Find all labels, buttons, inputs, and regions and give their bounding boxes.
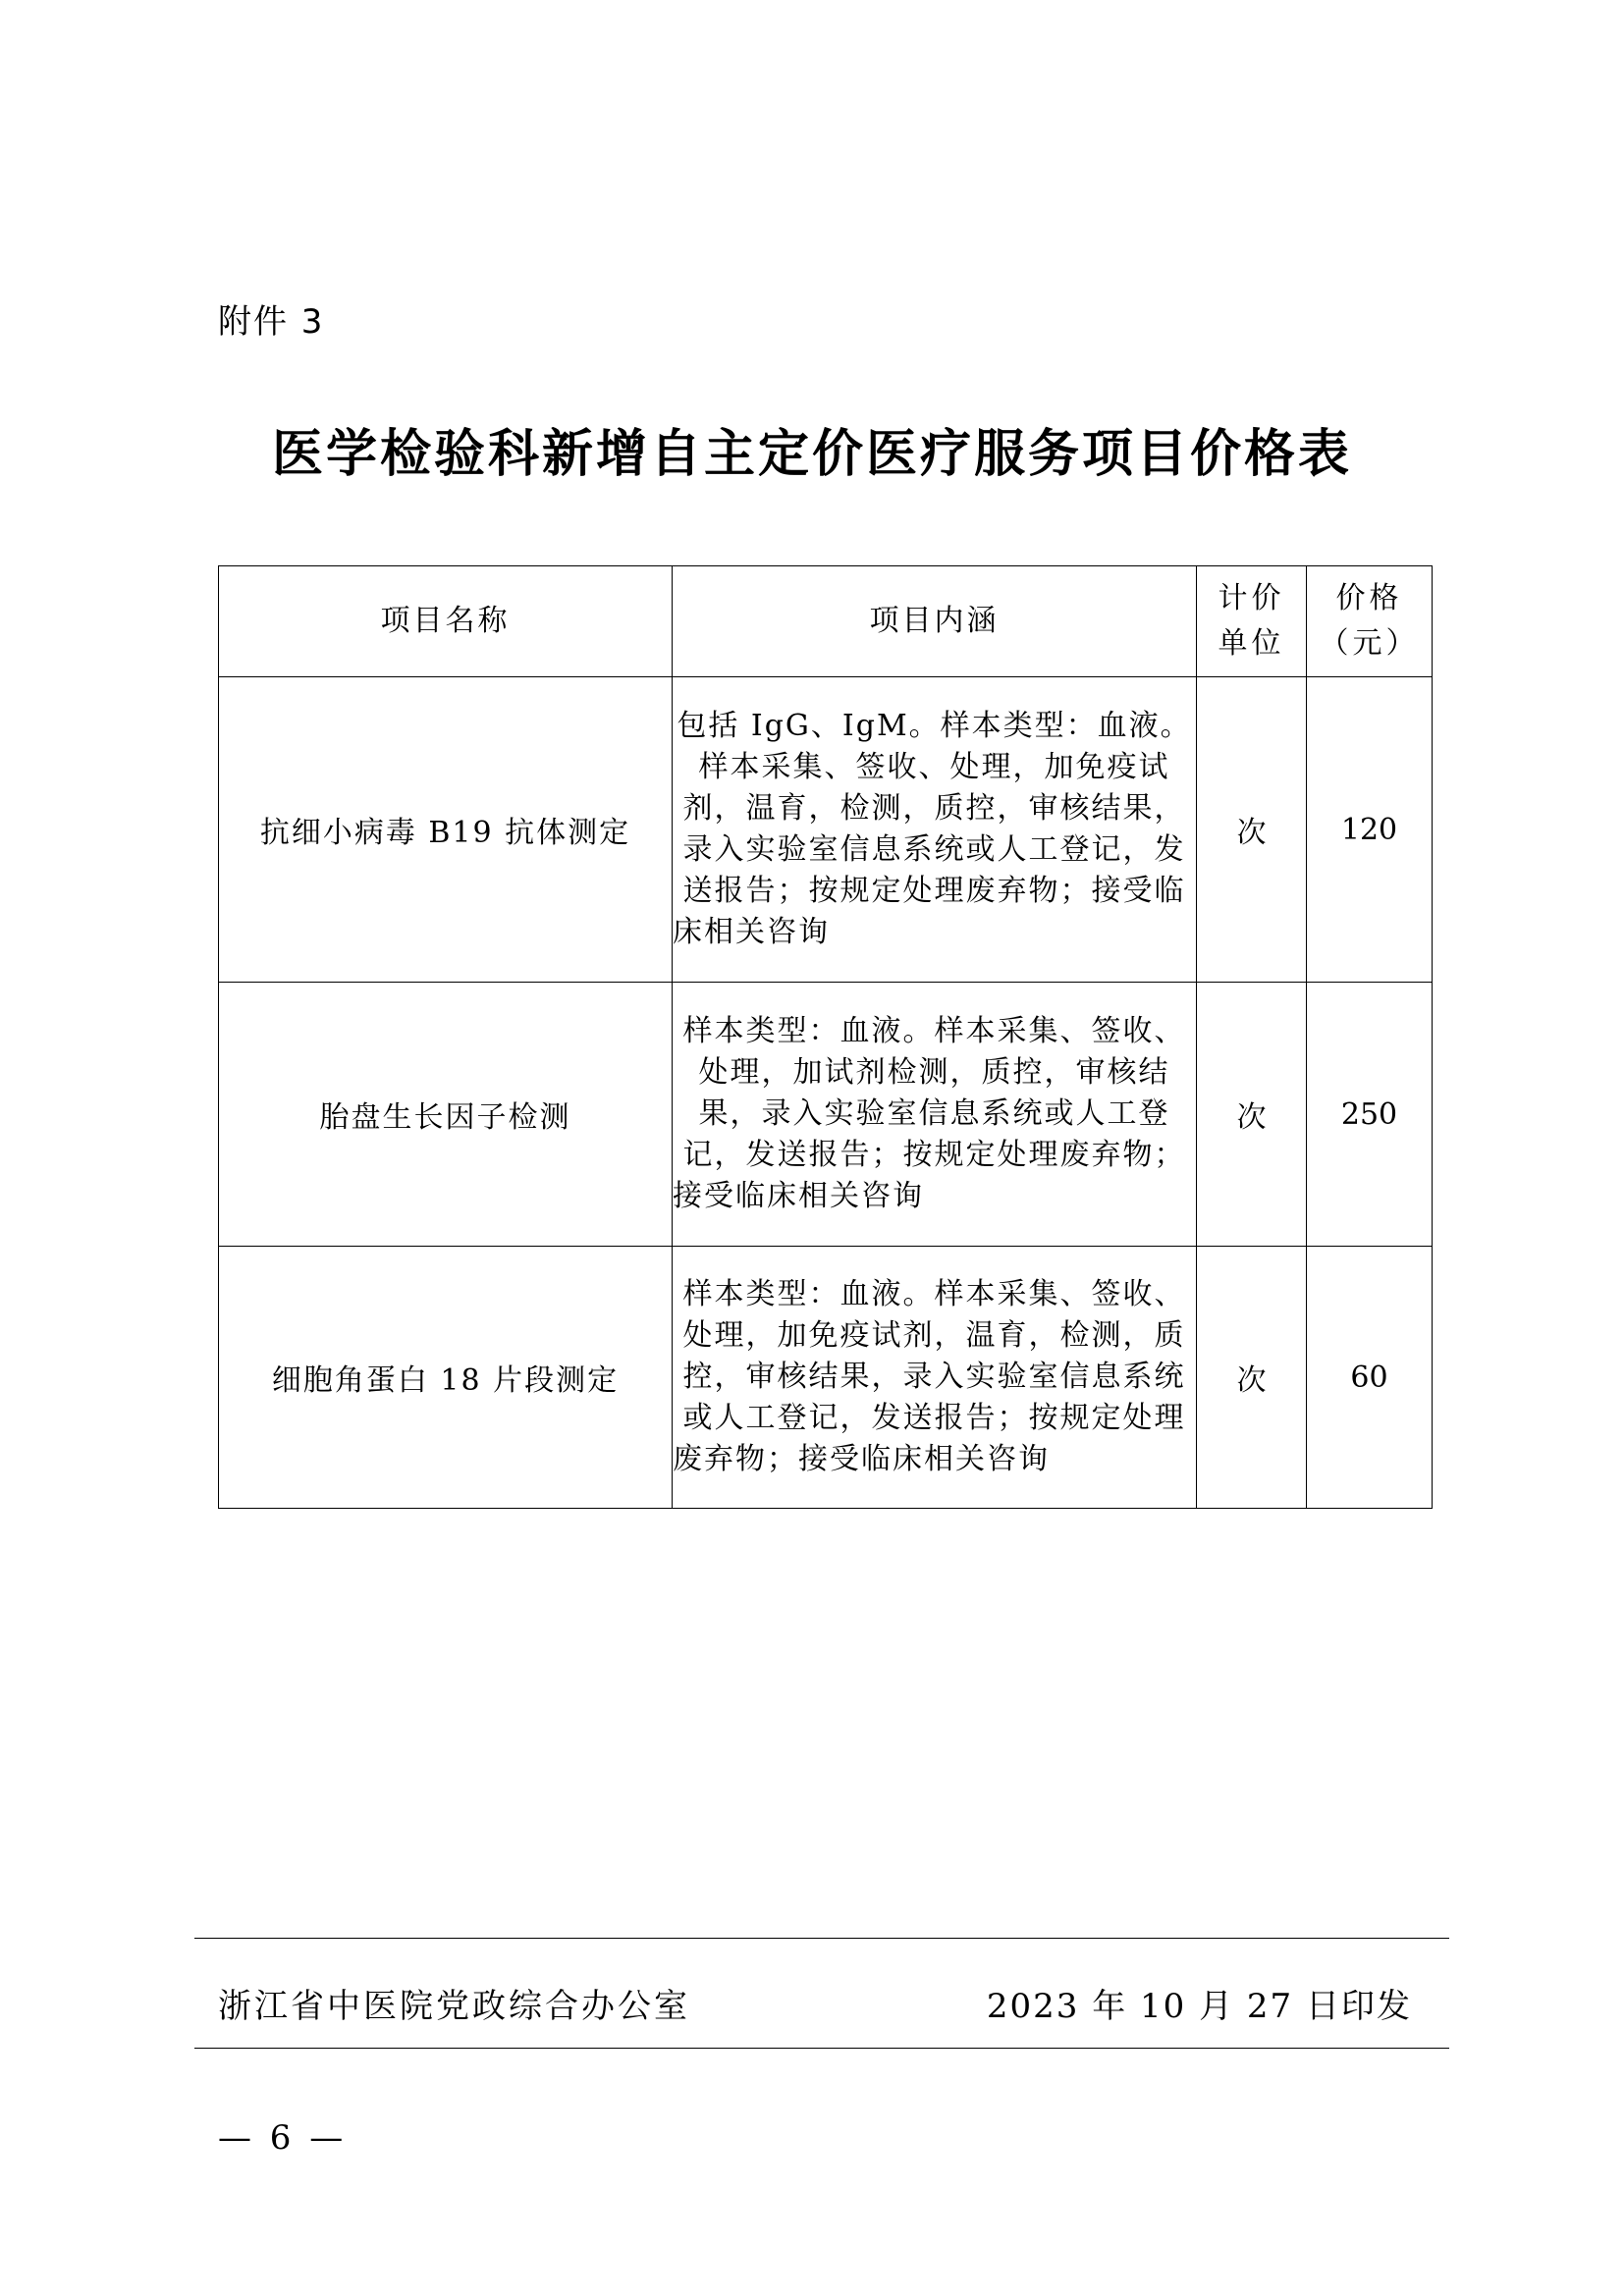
item-price-cell: 120 — [1307, 677, 1433, 983]
table-row — [219, 1247, 1433, 1509]
table-row — [219, 983, 1433, 1247]
footer-bottom-rule — [194, 2048, 1449, 2049]
price-table — [218, 565, 1433, 1509]
item-content-cell: 样本类型：血液。样本采集、签收、处理，加免疫试剂，温育，检测，质控，审核结果，录入实验室信息系统或人工登记，发送报告；按规定处理废弃物；接受临床相关咨询 — [673, 1247, 1197, 1509]
item-content-cell: 包括 IgG、IgM。样本类型：血液。样本采集、签收、处理，加免疫试剂，温育，检测，质控，审核结果，录入实验室信息系统或人工登记，发送报告；按规定处理废弃物；接受临床相关咨询 — [673, 677, 1197, 983]
item-unit-cell: 次 — [1197, 1247, 1307, 1509]
item-unit-cell: 次 — [1197, 983, 1307, 1247]
issuing-office: 浙江省中医院党政综合办公室 — [218, 1987, 690, 2026]
document-title: 医学检验科新增自主定价医疗服务项目价格表 — [271, 425, 1352, 484]
footer-top-rule — [194, 1938, 1449, 1939]
header-price-line2: （元） — [1319, 626, 1420, 661]
item-name-cell: 胎盘生长因子检测 — [219, 983, 673, 1247]
item-unit-cell: 次 — [1197, 677, 1307, 983]
header-item-content: 项目内涵 — [673, 566, 1197, 677]
item-name-cell: 抗细小病毒 B19 抗体测定 — [219, 677, 673, 983]
header-price-line1: 价格 — [1335, 581, 1403, 615]
item-name-cell: 细胞角蛋白 18 片段测定 — [219, 1247, 673, 1509]
header-billing-unit — [1197, 566, 1307, 677]
item-content-cell: 样本类型：血液。样本采集、签收、处理，加试剂检测，质控，审核结果，录入实验室信息系统或人工登记，发送报告；按规定处理废弃物；接受临床相关咨询 — [673, 983, 1197, 1247]
header-price — [1307, 566, 1433, 677]
page-number: — 6 — — [218, 2118, 348, 2158]
issue-date: 2023 年 10 月 27 日印发 — [986, 1987, 1412, 2026]
header-unit-line1: 计价 — [1218, 581, 1285, 615]
header-unit-line2: 单位 — [1218, 626, 1285, 661]
item-price-cell: 60 — [1307, 1247, 1433, 1509]
item-price-cell: 250 — [1307, 983, 1433, 1247]
table-row — [219, 677, 1433, 983]
attachment-label: 附件 3 — [218, 302, 325, 342]
header-item-name: 项目名称 — [219, 566, 673, 677]
table-header-row — [219, 566, 1433, 677]
